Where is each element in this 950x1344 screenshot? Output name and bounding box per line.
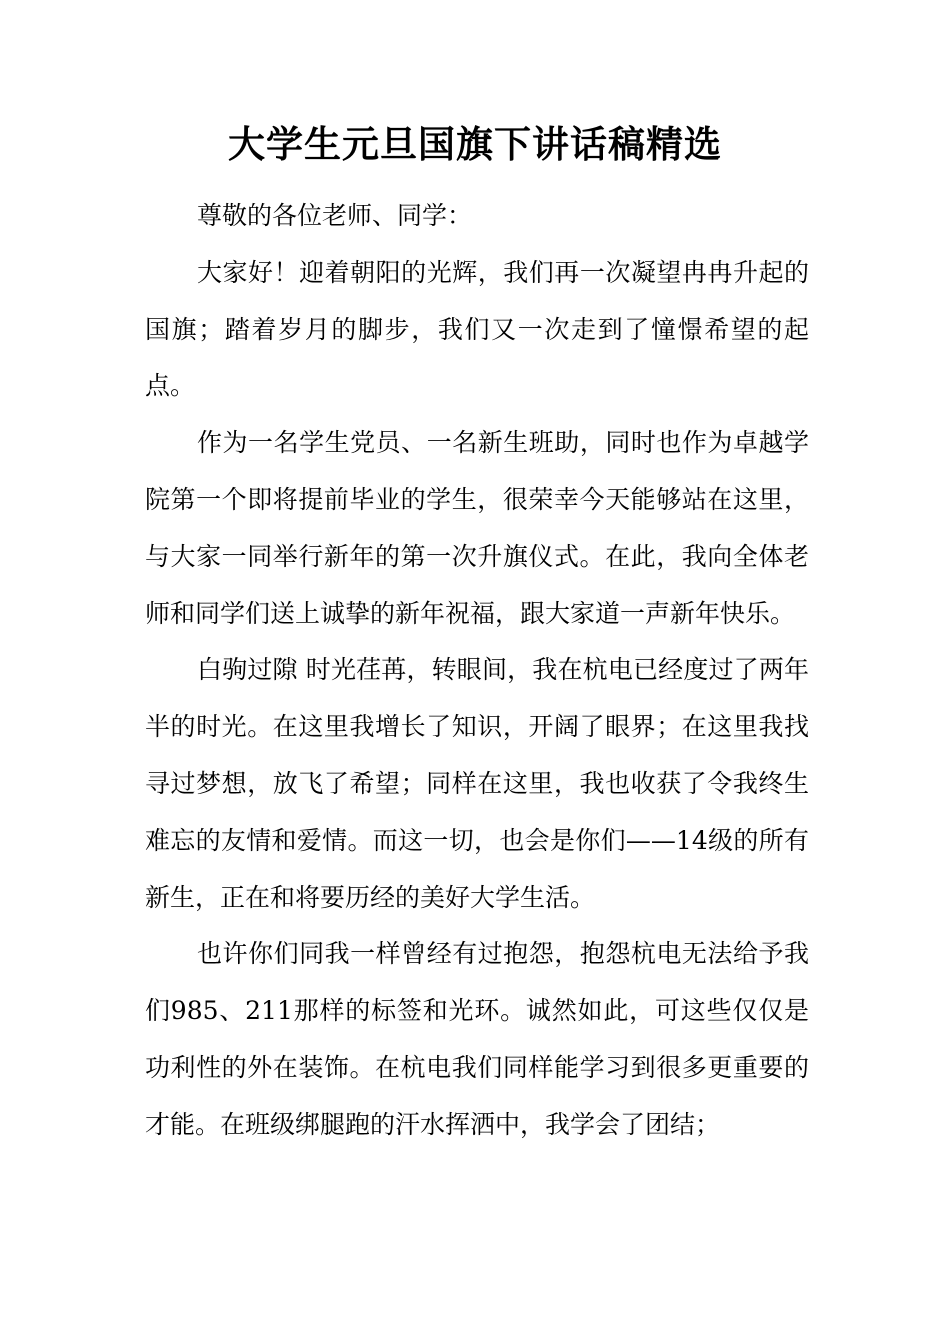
paragraph-encouragement: 也许你们同我一样曾经有过抱怨，抱怨杭电无法给予我们985、211那样的标签和光环。诚然如此，可这些仅仅是功利性的外在装饰。在杭电我们同样能学习到很多更重要的才能。在班级绑腿跑的汗水挥洒中，我学会了团结；	[145, 939, 809, 1139]
document-title: 大学生元旦国旗下讲话稿精选	[228, 123, 722, 166]
paragraph-introduction: 作为一名学生党员、一名新生班助，同时也作为卓越学院第一个即将提前毕业的学生，很荣幸今天能够站在这里，与大家一同举行新年的第一次升旗仪式。在此，我向全体老师和同学们送上诚挚的新年祝福，跟大家道一声新年快乐。	[145, 428, 809, 628]
paragraph-salutation: 尊敬的各位老师、同学：	[197, 201, 473, 230]
document-body	[145, 188, 809, 1154]
paragraph-reflection: 白驹过隙 时光荏苒，转眼间，我在杭电已经度过了两年半的时光。在这里我增长了知识，开阔了眼界；在这里我找寻过梦想，放飞了希望；同样在这里，我也收获了令我终生难忘的友情和爱情。而这一切，也会是你们——14级的所有新生，正在和将要历经的美好大学生活。	[145, 655, 809, 912]
paragraph-greeting: 大家好！迎着朝阳的光辉，我们再一次凝望冉冉升起的国旗；踏着岁月的脚步，我们又一次走到了憧憬希望的起点。	[145, 257, 809, 401]
